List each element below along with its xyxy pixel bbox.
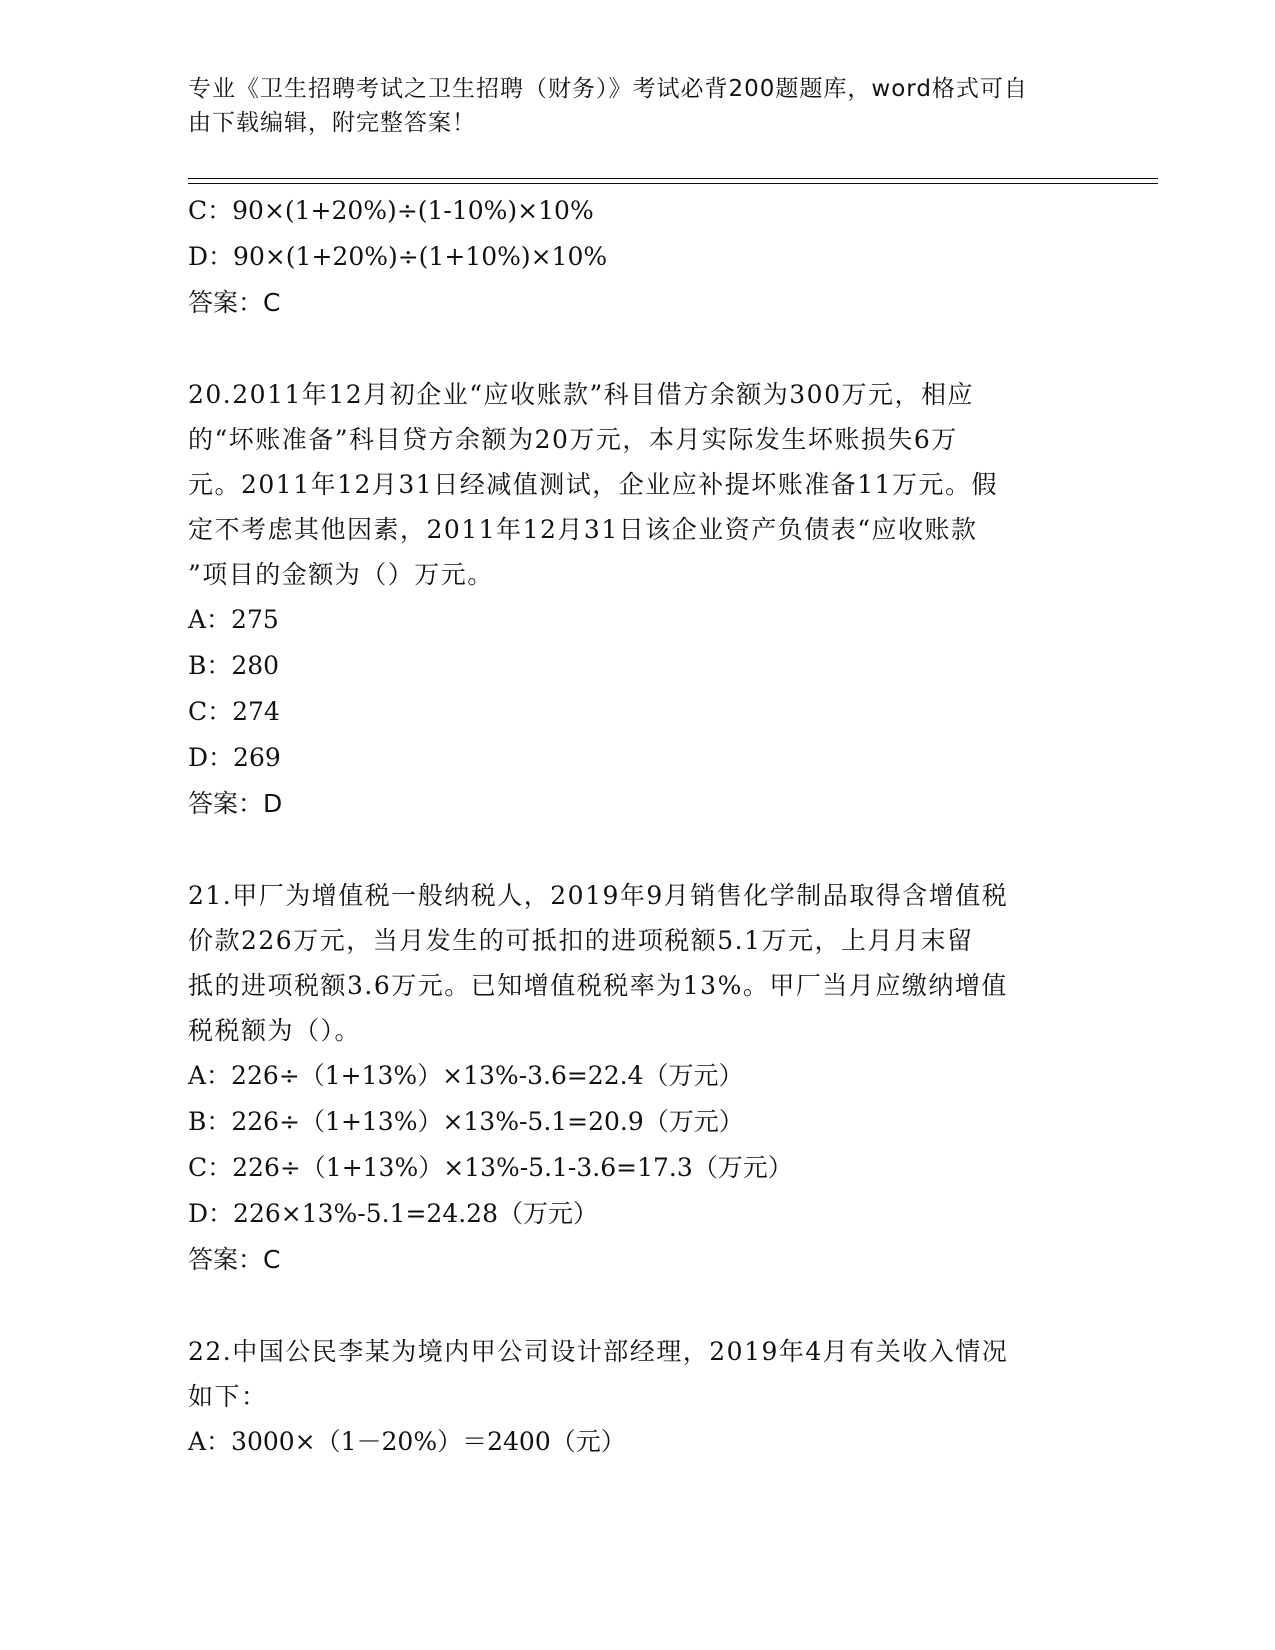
document-header <box>188 72 1068 140</box>
answer-line: 答案：C <box>188 288 281 317</box>
question-stem-line: 税税额为（）。 <box>188 1016 362 1045</box>
option-b: B：226÷（1+13%）×13%-5.1=20.9（万元） <box>188 1107 744 1136</box>
spacer <box>188 827 1088 873</box>
option-c: C：90×(1+20%)÷(1-10%)×10% <box>188 196 594 225</box>
document-body <box>188 188 1088 1465</box>
option-d: D：269 <box>188 743 281 772</box>
option-d: D：90×(1+20%)÷(1+10%)×10% <box>188 242 608 271</box>
option-a: A：3000×（1－20%）＝2400（元） <box>188 1427 626 1456</box>
question-stem-line: ”项目的金额为（）万元。 <box>188 560 494 589</box>
question-stem-line: 20.2011年12月初企业“应收账款”科目借方余额为300万元，相应 <box>188 380 974 409</box>
option-b: B：280 <box>188 651 280 680</box>
question-stem-line: 定不考虑其他因素，2011年12月31日该企业资产负债表“应收账款 <box>188 515 978 544</box>
question-21 <box>188 873 1088 1283</box>
header-divider-bottom <box>188 183 1158 184</box>
option-d: D：226×13%-5.1=24.28（万元） <box>188 1199 598 1228</box>
question-stem-line: 抵的进项税额3.6万元。已知增值税税率为13%。甲厂当月应缴纳增值 <box>188 971 1008 1000</box>
option-a: A：275 <box>188 605 279 634</box>
question-22 <box>188 1329 1088 1465</box>
header-line-2: 由下载编辑，附完整答案！ <box>188 110 476 136</box>
previous-question <box>188 188 1088 326</box>
question-20 <box>188 372 1088 827</box>
spacer <box>188 326 1088 372</box>
header-line-1: 专业《卫生招聘考试之卫生招聘（财务）》考试必背200题题库，word格式可自 <box>188 76 1028 102</box>
option-a: A：226÷（1+13%）×13%-3.6=22.4（万元） <box>188 1061 744 1090</box>
question-stem-line: 的“坏账准备”科目贷方余额为20万元，本月实际发生坏账损失6万 <box>188 425 958 454</box>
option-c: C：274 <box>188 697 280 726</box>
option-c: C：226÷（1+13%）×13%-5.1-3.6=17.3（万元） <box>188 1153 793 1182</box>
question-stem-line: 元。2011年12月31日经减值测试，企业应补提坏账准备11万元。假 <box>188 470 999 499</box>
question-stem-line: 21.甲厂为增值税一般纳税人，2019年9月销售化学制品取得含增值税 <box>188 881 1009 910</box>
header-divider-top <box>188 178 1158 179</box>
question-stem-line: 22.中国公民李某为境内甲公司设计部经理，2019年4月有关收入情况 <box>188 1337 1009 1366</box>
answer-line: 答案：C <box>188 1245 281 1274</box>
spacer <box>188 1283 1088 1329</box>
question-stem-line: 如下： <box>188 1382 268 1411</box>
answer-line: 答案：D <box>188 789 283 818</box>
question-stem-line: 价款226万元，当月发生的可抵扣的进项税额5.1万元，上月月末留 <box>188 926 974 955</box>
